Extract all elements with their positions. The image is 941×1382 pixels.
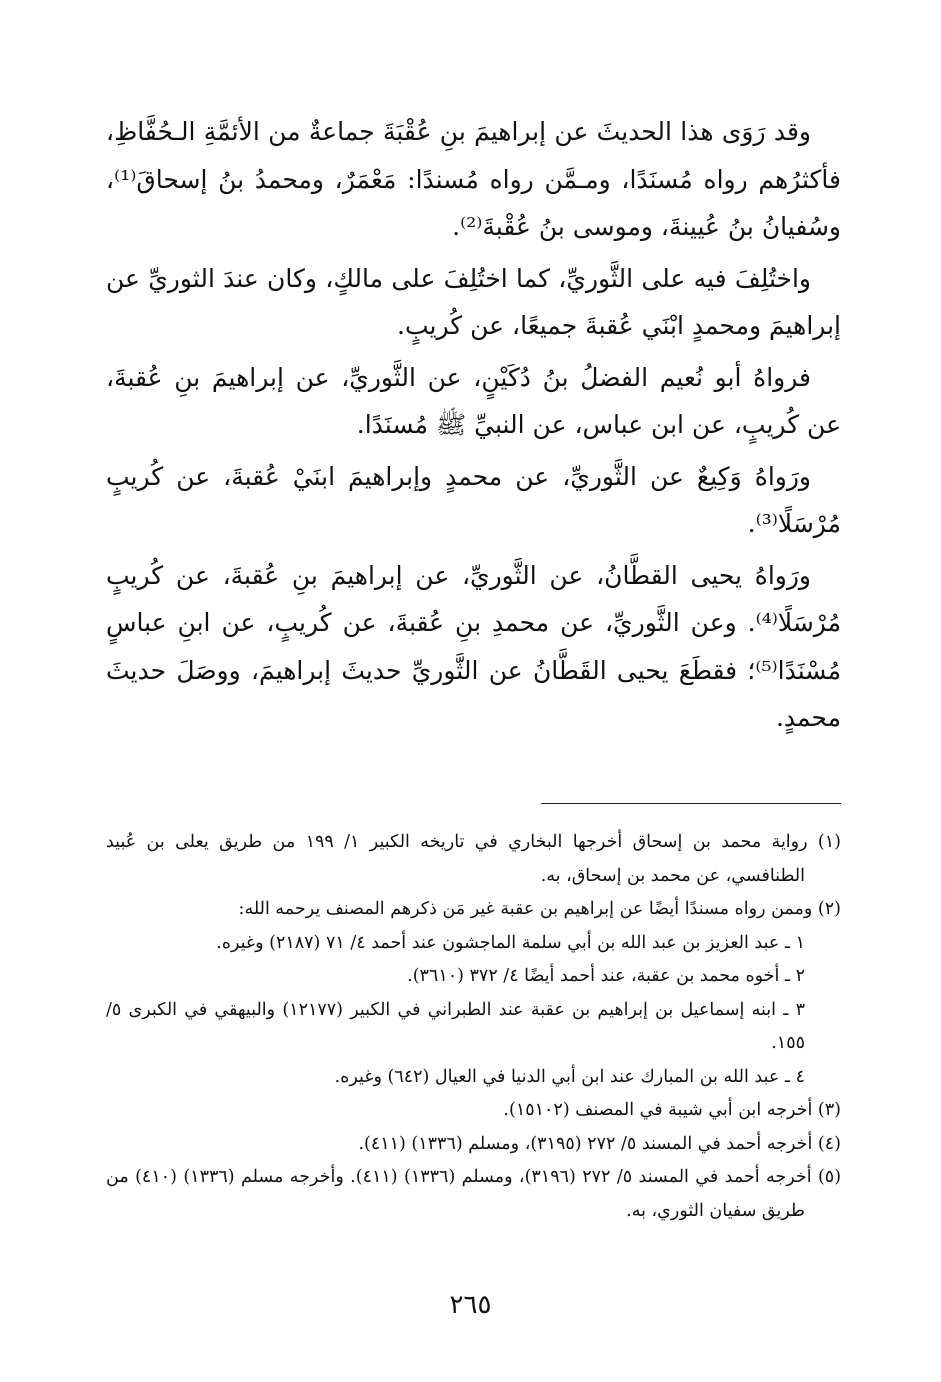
paragraph-2: واختُلِفَ فيه على الثَّوريِّ، كما اختُلِفَ على مالكٍ، وكان عندَ الثوريِّ عن إبراهيمَ ومحمدٍ ابْنَي عُقبةَ جميعًا، عن كُريبٍ. xyxy=(106,263,841,340)
footnote-2-item-3: ٣ ـ ابنه إسماعيل بن إبراهيم بن عقبة عند الطبراني في الكبير (١٢١٧٧) والبيهقي في الكبرى ٥/ ١٥٥. xyxy=(106,999,805,1053)
footnote-5: (٥) أخرجه أحمد في المسند ٥/ ٢٧٢ (٣١٩٦)، ومسلم (١٣٣٦) (٤١١). وأخرجه مسلم (١٣٣٦) (٤١٠) من طريق سفيان الثوري، به. xyxy=(106,1167,842,1221)
footnote-2-item-2: ٢ ـ أخوه محمد بن عقبة، عند أحمد أيضًا ٤/ ٣٧٢ (٣٦١٠). xyxy=(407,966,805,986)
footnote-4: (٤) أخرجه أحمد في المسند ٥/ ٢٧٢ (٣١٩٥)، ومسلم (١٣٣٦) (٤١١). xyxy=(358,1133,841,1154)
footnote-separator xyxy=(541,803,841,804)
page-number: ٢٦٥ xyxy=(449,1290,492,1320)
footnote-2-item-4: ٤ ـ عبد الله بن المبارك عند ابن أبي الدنيا في العيال (٦٤٢) وغيره. xyxy=(334,1066,805,1087)
footnote-2-item-1: ١ ـ عبد العزيز بن عبد الله بن أبي سلمة الماجشون عند أحمد ٤/ ٧١ (٢١٨٧) وغيره. xyxy=(216,932,805,953)
footnote-1: (١) رواية محمد بن إسحاق أخرجها البخاري في تاريخه الكبير ١/ ١٩٩ من طريق يعلى بن عُبيد الطنافسي، عن محمد بن إسحاق، به. xyxy=(106,832,841,886)
footnotes xyxy=(106,826,841,1228)
footnote-2: (٢) وممن رواه مسندًا أيضًا عن إبراهيم بن عقبة غير مَن ذكرهم المصنف يرحمه الله: xyxy=(238,899,841,919)
paragraph-3: فرواهُ أبو نُعيم الفضلُ بنُ دُكَيْنٍ، عن الثَّوريِّ، عن إبراهيمَ بنِ عُقبةَ، عن كُريبٍ، عن ابن عباس، عن النبيِّ ﷺ مُسنَدًا. xyxy=(106,362,841,439)
paragraph-1: وقد رَوَى هذا الحديثَ عن إبراهيمَ بنِ عُقْبَةَ جماعةٌ من الأئمَّةِ الـحُفَّاظِ، فأكثرُهم رواه مُسنَدًا، ومـمَّن رواه مُسندًا: مَعْمَرٌ، ومحمدُ بنُ إسحاقَ⁽¹⁾، وسُفيانُ بنُ عُيينةَ، وموسى بنُ عُقْبةَ⁽²⁾. xyxy=(106,117,841,241)
footnote-3: (٣) أخرجه ابن أبي شيبة في المصنف (١٥١٠٢). xyxy=(503,1100,841,1120)
paragraph-5: ورَواهُ يحيى القطَّانُ، عن الثَّوريِّ، عن إبراهيمَ بنِ عُقبةَ، عن كُريبٍ مُرْسَلًا⁽⁴⁾. وعن الثَّوريِّ، عن محمدِ بنِ عُقبةَ، عن كُريبٍ، عن ابنِ عباسٍ مُسْنَدًا⁽⁵⁾؛ فقطَعَ يحيى القَطَّانُ عن الثَّوريِّ حديثَ إبراهيمَ، ووصَلَ حديثَ محمدٍ. xyxy=(106,560,841,732)
main-text xyxy=(106,108,841,746)
paragraph-4: ورَواهُ وَكِيعٌ عن الثَّوريِّ، عن محمدٍ وإبراهيمَ ابنَيْ عُقبةَ، عن كُريبٍ مُرْسَلًا⁽³⁾. xyxy=(106,461,841,538)
